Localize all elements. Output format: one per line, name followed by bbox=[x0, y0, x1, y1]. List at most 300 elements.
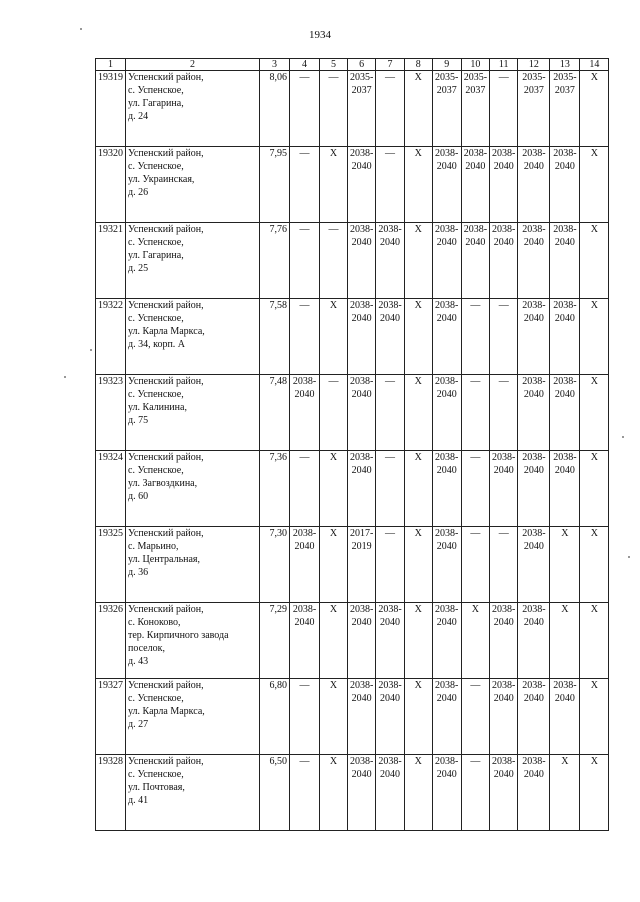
record-id: 19321 bbox=[96, 223, 126, 299]
period-value: Х bbox=[590, 680, 598, 691]
period-value: 2038- 2040 bbox=[522, 300, 546, 324]
period-cell-col-10 bbox=[461, 299, 489, 375]
period-cell-col-8 bbox=[404, 451, 432, 527]
record-id: 19324 bbox=[96, 451, 126, 527]
address-line: с. Коноково, bbox=[128, 617, 181, 628]
address-line: д. 25 bbox=[128, 263, 149, 274]
period-value: 2038- 2040 bbox=[350, 680, 374, 704]
period-value: 2038- 2040 bbox=[350, 604, 374, 628]
record-id: 19327 bbox=[96, 679, 126, 755]
address-cell bbox=[126, 147, 260, 223]
area-value: 6,50 bbox=[260, 755, 290, 831]
period-value: Х bbox=[414, 680, 422, 691]
period-value: 2038- 2040 bbox=[522, 148, 546, 172]
period-value: 2038- 2040 bbox=[492, 604, 516, 628]
address-line: д. 41 bbox=[128, 795, 149, 806]
period-value: Х bbox=[329, 680, 338, 691]
period-cell-col-6 bbox=[348, 71, 376, 147]
period-value: 2038- 2040 bbox=[492, 148, 516, 172]
period-value: 2038- 2040 bbox=[522, 452, 546, 476]
period-value: 2038- 2040 bbox=[522, 376, 546, 400]
column-header-9: 9 bbox=[432, 59, 461, 71]
period-cell-col-7 bbox=[376, 299, 404, 375]
address-cell bbox=[126, 527, 260, 603]
period-value: Х bbox=[590, 224, 598, 235]
period-cell-col-12 bbox=[518, 451, 550, 527]
address-line: с. Успенское, bbox=[128, 465, 184, 476]
scan-speck bbox=[64, 376, 66, 378]
period-value: Х bbox=[329, 604, 338, 615]
period-value: Х bbox=[590, 148, 598, 159]
period-value: 2035- 2037 bbox=[463, 72, 488, 96]
address-line: д. 24 bbox=[128, 111, 149, 122]
period-value: 2038- 2040 bbox=[492, 452, 516, 476]
column-header-3: 3 bbox=[260, 59, 290, 71]
period-cell-col-5 bbox=[320, 527, 348, 603]
period-cell-col-12 bbox=[518, 223, 550, 299]
period-cell-col-7 bbox=[376, 679, 404, 755]
address-cell bbox=[126, 603, 260, 679]
period-cell-col-9 bbox=[432, 375, 461, 451]
period-value: Х bbox=[414, 756, 422, 767]
period-cell-col-14 bbox=[580, 299, 609, 375]
period-cell-col-12 bbox=[518, 603, 550, 679]
period-value: — bbox=[328, 224, 339, 235]
period-cell-col-4 bbox=[290, 375, 320, 451]
address-line: Успенский район, bbox=[128, 148, 204, 159]
period-value: Х bbox=[590, 376, 598, 387]
period-value: — bbox=[328, 376, 339, 387]
period-cell-col-11 bbox=[490, 527, 518, 603]
period-value: — bbox=[299, 680, 310, 691]
address-line: Успенский район, bbox=[128, 300, 204, 311]
period-value: 2038- 2040 bbox=[553, 300, 577, 324]
address-line: ул. Центральная, bbox=[128, 554, 201, 565]
period-value: 2038- 2040 bbox=[350, 148, 374, 172]
period-value: — bbox=[385, 376, 396, 387]
period-value: 2038- 2040 bbox=[435, 528, 459, 552]
period-value: 2038- 2040 bbox=[553, 452, 577, 476]
period-cell-col-14 bbox=[580, 451, 609, 527]
period-cell-col-6 bbox=[348, 299, 376, 375]
period-cell-col-14 bbox=[580, 755, 609, 831]
period-value: 2038- 2040 bbox=[292, 376, 317, 400]
period-cell-col-5 bbox=[320, 603, 348, 679]
period-value: Х bbox=[471, 604, 479, 615]
period-value: 2038- 2040 bbox=[435, 756, 459, 780]
area-value: 6,80 bbox=[260, 679, 290, 755]
period-cell-col-10 bbox=[461, 223, 489, 299]
address-line: с. Успенское, bbox=[128, 389, 184, 400]
period-cell-col-6 bbox=[348, 603, 376, 679]
address-line: Успенский район, bbox=[128, 756, 204, 767]
period-value: — bbox=[470, 756, 481, 767]
period-value: 2038- 2040 bbox=[435, 224, 459, 248]
period-cell-col-6 bbox=[348, 375, 376, 451]
period-cell-col-10 bbox=[461, 451, 489, 527]
period-value: 2038- 2040 bbox=[292, 604, 317, 628]
period-cell-col-5 bbox=[320, 755, 348, 831]
period-value: — bbox=[299, 452, 310, 463]
register-table bbox=[95, 58, 609, 831]
period-cell-col-10 bbox=[461, 603, 489, 679]
period-cell-col-4 bbox=[290, 451, 320, 527]
period-cell-col-13 bbox=[550, 71, 580, 147]
address-cell bbox=[126, 679, 260, 755]
period-cell-col-5 bbox=[320, 223, 348, 299]
column-header-10: 10 bbox=[461, 59, 489, 71]
address-line: д. 75 bbox=[128, 415, 149, 426]
record-id: 19319 bbox=[96, 71, 126, 147]
period-cell-col-4 bbox=[290, 527, 320, 603]
table-row bbox=[96, 223, 609, 299]
area-value: 7,29 bbox=[260, 603, 290, 679]
period-cell-col-11 bbox=[490, 375, 518, 451]
period-cell-col-11 bbox=[490, 223, 518, 299]
period-cell-col-14 bbox=[580, 679, 609, 755]
period-cell-col-8 bbox=[404, 755, 432, 831]
address-line: Успенский район, bbox=[128, 528, 204, 539]
period-cell-col-11 bbox=[490, 451, 518, 527]
period-cell-col-13 bbox=[550, 147, 580, 223]
period-cell-col-6 bbox=[348, 527, 376, 603]
period-cell-col-9 bbox=[432, 147, 461, 223]
period-cell-col-13 bbox=[550, 299, 580, 375]
period-cell-col-4 bbox=[290, 299, 320, 375]
period-value: 2038- 2040 bbox=[350, 756, 374, 780]
period-value: 2038- 2040 bbox=[350, 452, 374, 476]
period-cell-col-11 bbox=[490, 299, 518, 375]
address-line: ул. Гагарина, bbox=[128, 250, 184, 261]
period-value: Х bbox=[414, 148, 422, 159]
period-value: Х bbox=[414, 452, 422, 463]
column-header-7: 7 bbox=[376, 59, 404, 71]
period-value: — bbox=[470, 528, 481, 539]
record-id: 19326 bbox=[96, 603, 126, 679]
column-header-1: 1 bbox=[96, 59, 126, 71]
period-value: — bbox=[328, 72, 339, 83]
column-header-8: 8 bbox=[404, 59, 432, 71]
address-cell bbox=[126, 451, 260, 527]
period-cell-col-5 bbox=[320, 375, 348, 451]
period-cell-col-11 bbox=[490, 147, 518, 223]
address-cell bbox=[126, 299, 260, 375]
period-cell-col-9 bbox=[432, 71, 461, 147]
scan-speck bbox=[628, 556, 630, 558]
period-cell-col-13 bbox=[550, 527, 580, 603]
page-number: 1934 bbox=[309, 29, 331, 41]
period-cell-col-12 bbox=[518, 755, 550, 831]
period-cell-col-12 bbox=[518, 527, 550, 603]
table-row bbox=[96, 755, 609, 831]
address-cell bbox=[126, 71, 260, 147]
period-value: 2035- 2037 bbox=[350, 72, 374, 96]
address-line: с. Успенское, bbox=[128, 85, 184, 96]
record-id: 19325 bbox=[96, 527, 126, 603]
period-cell-col-7 bbox=[376, 755, 404, 831]
period-cell-col-7 bbox=[376, 71, 404, 147]
address-line: д. 43 bbox=[128, 656, 149, 667]
period-value: 2035- 2037 bbox=[522, 72, 546, 96]
address-cell bbox=[126, 755, 260, 831]
period-value: Х bbox=[561, 756, 569, 767]
period-value: 2017- 2019 bbox=[350, 528, 374, 552]
period-value: 2038- 2040 bbox=[350, 376, 374, 400]
scan-speck bbox=[90, 349, 92, 351]
period-value: — bbox=[470, 376, 481, 387]
period-cell-col-4 bbox=[290, 223, 320, 299]
period-cell-col-10 bbox=[461, 527, 489, 603]
period-cell-col-7 bbox=[376, 375, 404, 451]
period-value: — bbox=[498, 528, 509, 539]
period-cell-col-5 bbox=[320, 679, 348, 755]
period-value: 2038- 2040 bbox=[553, 680, 577, 704]
table-row bbox=[96, 451, 609, 527]
address-line: с. Успенское, bbox=[128, 237, 184, 248]
address-line: ул. Почтовая, bbox=[128, 782, 185, 793]
column-header-14: 14 bbox=[580, 59, 609, 71]
area-value: 7,95 bbox=[260, 147, 290, 223]
column-header-6: 6 bbox=[348, 59, 376, 71]
period-value: Х bbox=[414, 528, 422, 539]
period-cell-col-12 bbox=[518, 71, 550, 147]
address-line: с. Успенское, bbox=[128, 769, 184, 780]
period-cell-col-7 bbox=[376, 147, 404, 223]
period-value: Х bbox=[329, 452, 338, 463]
period-cell-col-12 bbox=[518, 375, 550, 451]
period-value: — bbox=[385, 528, 396, 539]
period-value: — bbox=[470, 300, 481, 311]
period-value: 2038- 2040 bbox=[522, 756, 546, 780]
period-value: — bbox=[498, 72, 509, 83]
period-cell-col-8 bbox=[404, 71, 432, 147]
area-value: 7,30 bbox=[260, 527, 290, 603]
period-value: — bbox=[299, 224, 310, 235]
address-line: Успенский район, bbox=[128, 72, 204, 83]
period-value: 2035- 2037 bbox=[435, 72, 459, 96]
period-cell-col-14 bbox=[580, 223, 609, 299]
address-line: ул. Карла Маркса, bbox=[128, 326, 205, 337]
period-value: Х bbox=[329, 148, 338, 159]
table-row bbox=[96, 527, 609, 603]
period-value: 2038- 2040 bbox=[292, 528, 317, 552]
period-cell-col-13 bbox=[550, 375, 580, 451]
period-value: Х bbox=[590, 452, 598, 463]
period-cell-col-6 bbox=[348, 755, 376, 831]
period-cell-col-5 bbox=[320, 147, 348, 223]
address-line: Успенский район, bbox=[128, 604, 204, 615]
period-value: Х bbox=[414, 604, 422, 615]
period-value: Х bbox=[414, 376, 422, 387]
period-value: Х bbox=[561, 604, 569, 615]
period-cell-col-7 bbox=[376, 451, 404, 527]
period-cell-col-13 bbox=[550, 755, 580, 831]
period-value: 2038- 2040 bbox=[435, 452, 459, 476]
period-cell-col-8 bbox=[404, 147, 432, 223]
address-line: д. 60 bbox=[128, 491, 149, 502]
period-cell-col-10 bbox=[461, 71, 489, 147]
period-value: 2038- 2040 bbox=[378, 756, 402, 780]
period-value: 2038- 2040 bbox=[378, 300, 402, 324]
address-line: д. 34, корп. А bbox=[128, 339, 186, 350]
address-line: ул. Украинская, bbox=[128, 174, 195, 185]
period-value: 2038- 2040 bbox=[522, 528, 546, 552]
address-line: с. Успенское, bbox=[128, 693, 184, 704]
period-value: Х bbox=[561, 528, 569, 539]
scan-speck bbox=[80, 28, 82, 30]
period-value: — bbox=[299, 72, 310, 83]
period-value: — bbox=[385, 452, 396, 463]
period-value: Х bbox=[590, 72, 598, 83]
period-cell-col-10 bbox=[461, 147, 489, 223]
period-value: 2038- 2040 bbox=[378, 604, 402, 628]
table-row bbox=[96, 71, 609, 147]
period-cell-col-11 bbox=[490, 71, 518, 147]
period-cell-col-8 bbox=[404, 527, 432, 603]
address-line: ул. Калинина, bbox=[128, 402, 187, 413]
period-cell-col-10 bbox=[461, 679, 489, 755]
area-value: 8,06 bbox=[260, 71, 290, 147]
column-header-2: 2 bbox=[126, 59, 260, 71]
column-header-13: 13 bbox=[550, 59, 580, 71]
period-value: 2038- 2040 bbox=[378, 224, 402, 248]
period-value: Х bbox=[329, 300, 338, 311]
period-value: 2038- 2040 bbox=[492, 680, 516, 704]
period-cell-col-14 bbox=[580, 527, 609, 603]
address-line: Успенский район, bbox=[128, 224, 204, 235]
period-cell-col-10 bbox=[461, 755, 489, 831]
column-header-4: 4 bbox=[290, 59, 320, 71]
table-row bbox=[96, 603, 609, 679]
period-cell-col-13 bbox=[550, 679, 580, 755]
period-cell-col-8 bbox=[404, 299, 432, 375]
period-value: — bbox=[385, 72, 396, 83]
address-line: Успенский район, bbox=[128, 376, 204, 387]
period-value: — bbox=[470, 452, 481, 463]
period-cell-col-6 bbox=[348, 223, 376, 299]
period-value: — bbox=[299, 300, 310, 311]
period-cell-col-9 bbox=[432, 527, 461, 603]
period-cell-col-6 bbox=[348, 451, 376, 527]
period-cell-col-6 bbox=[348, 679, 376, 755]
period-value: 2038- 2040 bbox=[350, 224, 374, 248]
period-cell-col-14 bbox=[580, 147, 609, 223]
period-cell-col-4 bbox=[290, 71, 320, 147]
period-value: 2038- 2040 bbox=[463, 224, 488, 248]
period-cell-col-9 bbox=[432, 755, 461, 831]
column-header-5: 5 bbox=[320, 59, 348, 71]
table-row bbox=[96, 375, 609, 451]
period-cell-col-14 bbox=[580, 71, 609, 147]
record-id: 19322 bbox=[96, 299, 126, 375]
period-cell-col-13 bbox=[550, 603, 580, 679]
period-value: Х bbox=[414, 300, 422, 311]
address-line: д. 36 bbox=[128, 567, 149, 578]
period-cell-col-9 bbox=[432, 299, 461, 375]
address-line: тер. Кирпичного завода bbox=[128, 630, 229, 641]
table-row bbox=[96, 679, 609, 755]
period-cell-col-4 bbox=[290, 679, 320, 755]
table-row bbox=[96, 147, 609, 223]
period-cell-col-9 bbox=[432, 451, 461, 527]
period-value: 2038- 2040 bbox=[435, 680, 459, 704]
period-value: Х bbox=[590, 528, 598, 539]
period-value: 2038- 2040 bbox=[492, 756, 516, 780]
period-value: Х bbox=[590, 756, 598, 767]
address-cell bbox=[126, 223, 260, 299]
address-line: д. 27 bbox=[128, 719, 149, 730]
period-cell-col-5 bbox=[320, 451, 348, 527]
period-cell-col-8 bbox=[404, 603, 432, 679]
period-value: Х bbox=[414, 72, 422, 83]
record-id: 19328 bbox=[96, 755, 126, 831]
address-line: Успенский район, bbox=[128, 680, 204, 691]
record-id: 19320 bbox=[96, 147, 126, 223]
address-line: Успенский район, bbox=[128, 452, 204, 463]
address-line: поселок, bbox=[128, 643, 165, 654]
period-cell-col-4 bbox=[290, 603, 320, 679]
period-cell-col-8 bbox=[404, 679, 432, 755]
period-cell-col-9 bbox=[432, 679, 461, 755]
period-value: 2038- 2040 bbox=[435, 148, 459, 172]
address-line: ул. Карла Маркса, bbox=[128, 706, 205, 717]
period-value: 2038- 2040 bbox=[522, 680, 546, 704]
column-header-12: 12 bbox=[518, 59, 550, 71]
period-cell-col-8 bbox=[404, 375, 432, 451]
address-line: д. 26 bbox=[128, 187, 149, 198]
area-value: 7,58 bbox=[260, 299, 290, 375]
table-header-row bbox=[96, 59, 609, 71]
period-value: 2038- 2040 bbox=[435, 300, 459, 324]
period-value: 2035- 2037 bbox=[553, 72, 577, 96]
address-line: с. Успенское, bbox=[128, 313, 184, 324]
period-cell-col-7 bbox=[376, 603, 404, 679]
period-cell-col-7 bbox=[376, 527, 404, 603]
table-row bbox=[96, 299, 609, 375]
period-cell-col-11 bbox=[490, 755, 518, 831]
address-line: с. Марьино, bbox=[128, 541, 179, 552]
period-cell-col-13 bbox=[550, 451, 580, 527]
period-cell-col-5 bbox=[320, 299, 348, 375]
period-cell-col-9 bbox=[432, 223, 461, 299]
period-value: — bbox=[470, 680, 481, 691]
period-cell-col-12 bbox=[518, 147, 550, 223]
period-value: Х bbox=[590, 300, 598, 311]
period-cell-col-13 bbox=[550, 223, 580, 299]
period-cell-col-7 bbox=[376, 223, 404, 299]
period-cell-col-6 bbox=[348, 147, 376, 223]
period-cell-col-14 bbox=[580, 375, 609, 451]
period-value: — bbox=[299, 756, 310, 767]
column-header-11: 11 bbox=[490, 59, 518, 71]
address-line: ул. Гагарина, bbox=[128, 98, 184, 109]
period-value: 2038- 2040 bbox=[553, 224, 577, 248]
period-value: 2038- 2040 bbox=[522, 224, 546, 248]
period-value: 2038- 2040 bbox=[435, 604, 459, 628]
period-value: Х bbox=[590, 604, 598, 615]
period-cell-col-10 bbox=[461, 375, 489, 451]
period-value: 2038- 2040 bbox=[553, 376, 577, 400]
period-value: — bbox=[299, 148, 310, 159]
period-value: — bbox=[498, 376, 509, 387]
period-cell-col-14 bbox=[580, 603, 609, 679]
record-id: 19323 bbox=[96, 375, 126, 451]
period-value: 2038- 2040 bbox=[350, 300, 374, 324]
period-value: 2038- 2040 bbox=[492, 224, 516, 248]
period-value: Х bbox=[414, 224, 422, 235]
address-line: ул. Загвоздкина, bbox=[128, 478, 198, 489]
period-cell-col-12 bbox=[518, 299, 550, 375]
